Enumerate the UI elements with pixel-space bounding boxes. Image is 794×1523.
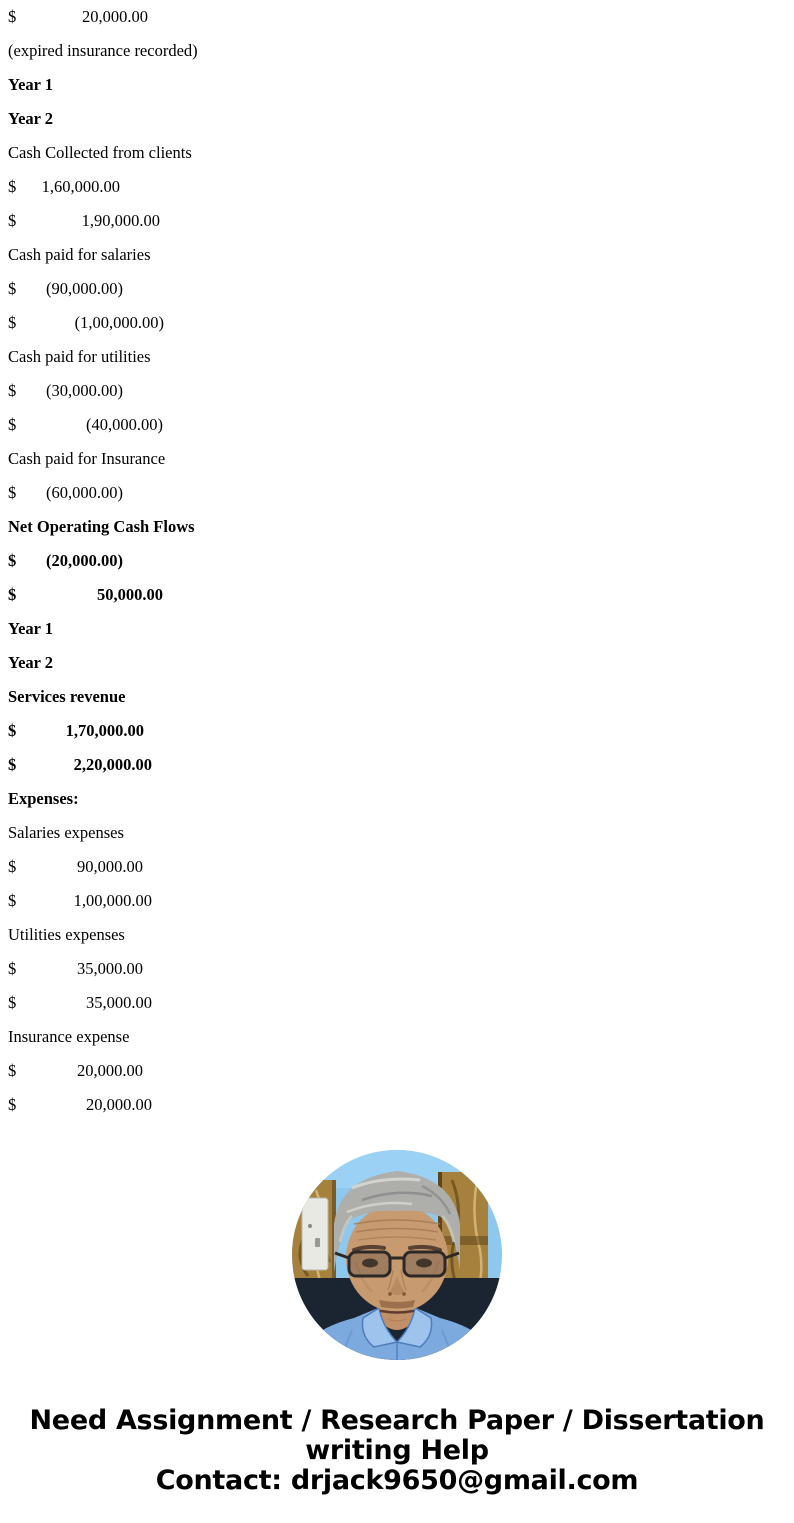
promo-heading-line: writing Help	[305, 1435, 489, 1466]
amount-value: (1,00,000.00)	[74, 313, 164, 332]
label-row: Insurance expense	[8, 1027, 130, 1046]
currency-symbol: $	[8, 211, 17, 230]
amount-row	[8, 544, 123, 578]
label-row: Year 1	[8, 75, 54, 94]
amount-value: 2,20,000.00	[73, 755, 152, 774]
amount-value: 1,60,000.00	[41, 177, 120, 196]
label-row: Services revenue	[8, 687, 126, 706]
amount-value: 90,000.00	[77, 857, 143, 876]
currency-symbol: $	[8, 1095, 17, 1114]
amount-value: (90,000.00)	[46, 279, 123, 298]
currency-symbol: $	[8, 993, 17, 1012]
promo-footer	[0, 1406, 794, 1496]
avatar-container	[0, 1150, 794, 1360]
currency-symbol: $	[8, 415, 17, 434]
currency-symbol: $	[8, 7, 17, 26]
currency-symbol: $	[8, 177, 17, 196]
amount-value: 50,000.00	[97, 585, 163, 604]
currency-symbol: $	[8, 483, 17, 502]
amount-value: 1,70,000.00	[65, 721, 144, 740]
amount-value: 1,90,000.00	[81, 211, 160, 230]
label-row: Salaries expenses	[8, 823, 124, 842]
currency-symbol: $	[8, 279, 17, 298]
label-row: Year 1	[8, 619, 54, 638]
currency-symbol: $	[8, 585, 17, 604]
amount-row	[8, 986, 152, 1020]
amount-value: 35,000.00	[86, 993, 152, 1012]
amount-row	[8, 374, 123, 408]
amount-value: (40,000.00)	[86, 415, 163, 434]
amount-value: 20,000.00	[82, 7, 148, 26]
currency-symbol: $	[8, 755, 17, 774]
photo-switch-plate	[302, 1198, 328, 1270]
currency-symbol: $	[8, 891, 17, 910]
promo-contact-email: Contact: drjack9650@gmail.com	[155, 1465, 639, 1496]
promo-heading-line: Need Assignment / Research Paper / Dissertation	[29, 1405, 765, 1436]
amount-value: 20,000.00	[86, 1095, 152, 1114]
label-row: Expenses:	[8, 789, 79, 808]
amount-row	[8, 204, 160, 238]
amount-row	[8, 476, 123, 510]
amount-row	[8, 1054, 143, 1088]
currency-symbol: $	[8, 857, 17, 876]
amount-value: (30,000.00)	[46, 381, 123, 400]
label-row: (expired insurance recorded)	[8, 41, 198, 60]
amount-row	[8, 1088, 152, 1122]
amount-row	[8, 748, 152, 782]
label-row: Cash Collected from clients	[8, 143, 192, 162]
currency-symbol: $	[8, 381, 17, 400]
amount-row	[8, 850, 143, 884]
amount-row	[8, 408, 163, 442]
amount-row	[8, 714, 144, 748]
amount-row	[8, 170, 120, 204]
amount-value: (60,000.00)	[46, 483, 123, 502]
amount-value: 20,000.00	[77, 1061, 143, 1080]
label-row: Cash paid for salaries	[8, 245, 151, 264]
amount-value: 1,00,000.00	[73, 891, 152, 910]
amount-row	[8, 578, 163, 612]
currency-symbol: $	[8, 1061, 17, 1080]
label-row: Cash paid for utilities	[8, 347, 151, 366]
currency-symbol: $	[8, 721, 17, 740]
label-row: Utilities expenses	[8, 925, 125, 944]
label-row: Cash paid for Insurance	[8, 449, 166, 468]
amount-value: 35,000.00	[77, 959, 143, 978]
amount-row	[8, 952, 143, 986]
currency-symbol: $	[8, 551, 17, 570]
amount-row	[8, 884, 152, 918]
amount-value: (20,000.00)	[46, 551, 123, 570]
label-row: Net Operating Cash Flows	[8, 517, 195, 536]
presenter-photo	[292, 1150, 502, 1360]
label-row: Year 2	[8, 109, 54, 128]
amount-row	[8, 0, 148, 34]
label-row: Year 2	[8, 653, 54, 672]
currency-symbol: $	[8, 959, 17, 978]
amount-row	[8, 306, 164, 340]
amount-row	[8, 272, 123, 306]
currency-symbol: $	[8, 313, 17, 332]
